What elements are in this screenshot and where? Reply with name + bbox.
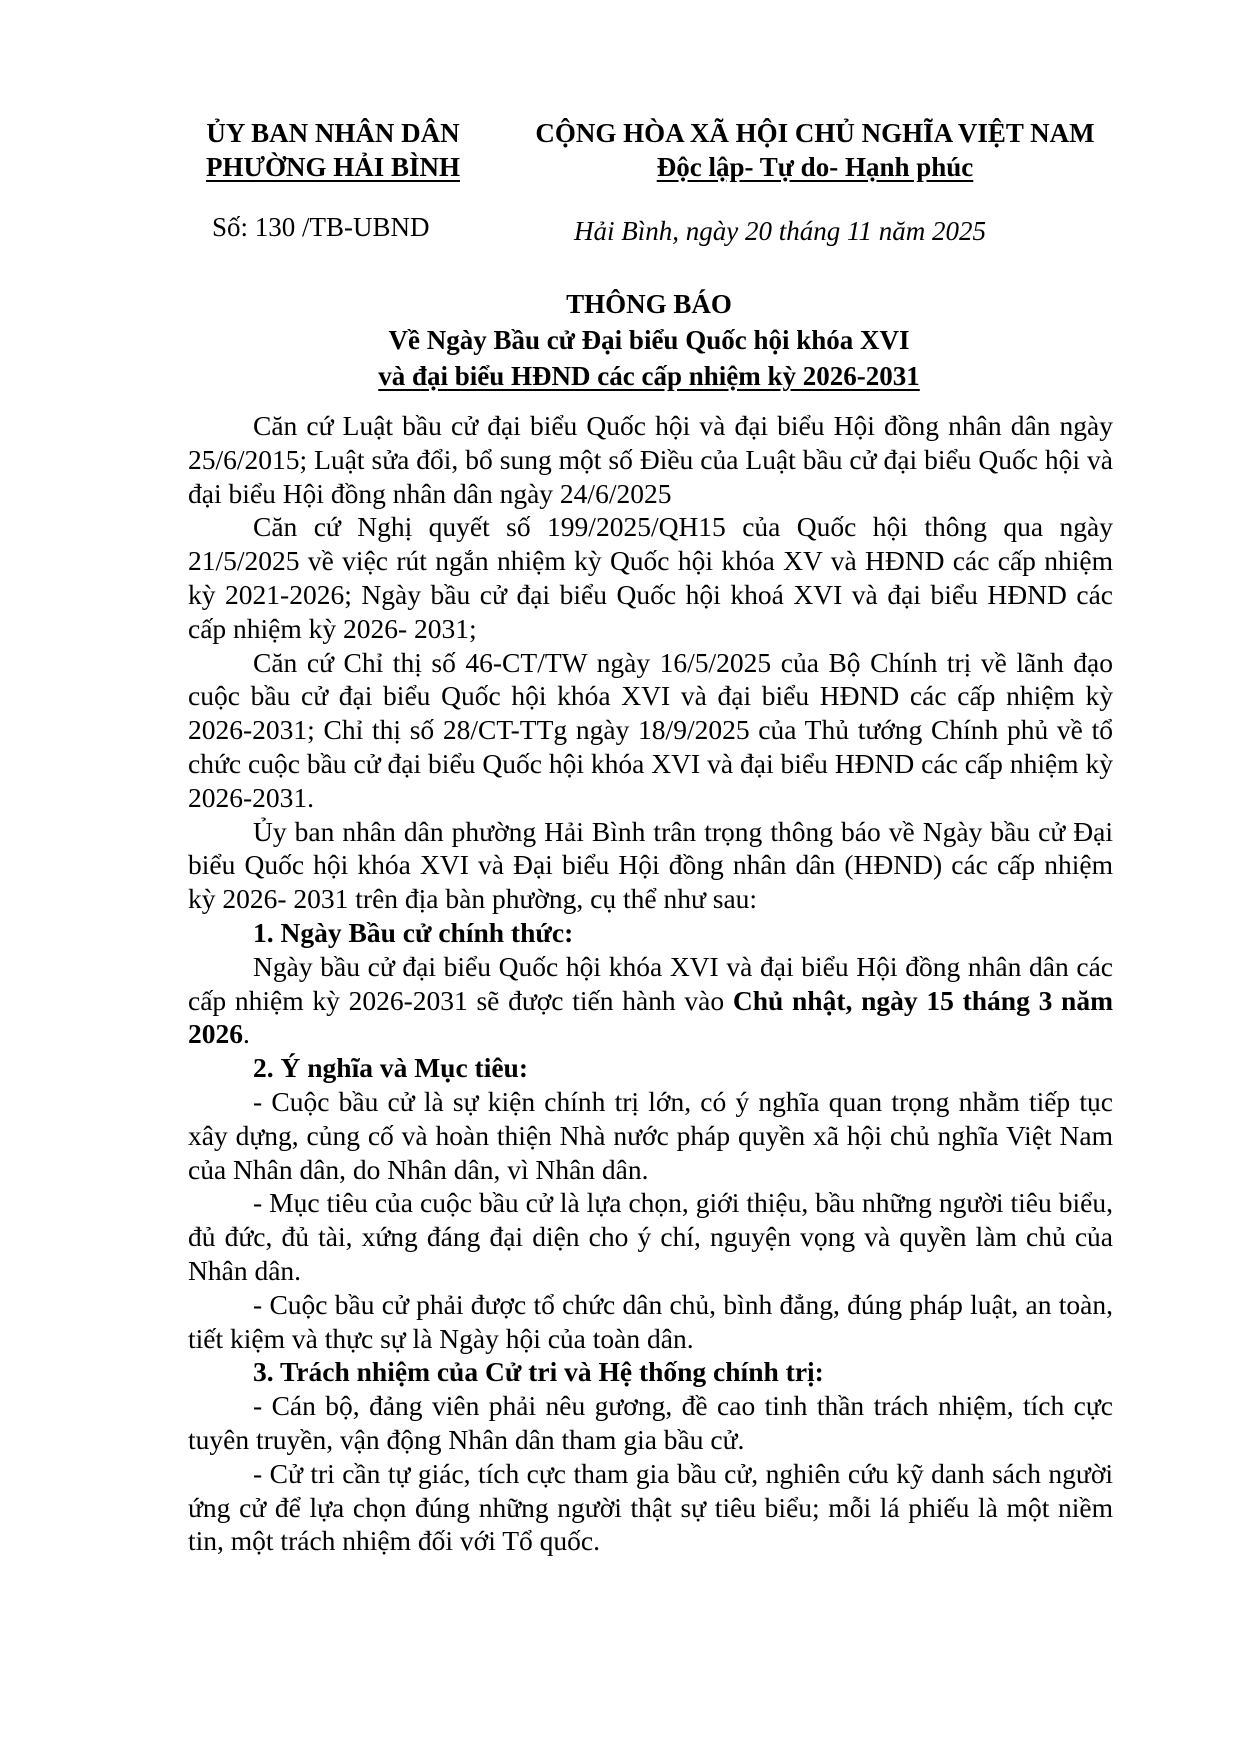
authority-line-1: ỦY BAN NHÂN DÂN — [206, 118, 460, 148]
authority-line-2: PHƯỜNG HẢI BÌNH — [205, 152, 460, 182]
section-2-item-3: - Cuộc bầu cử phải được tổ chức dân chủ, bình đẳng, đúng pháp luật, an toàn, tiết kiệm và thực sự là Ngày hội của toàn dân. — [188, 1288, 1113, 1354]
section-2-heading: 2. Ý nghĩa và Mục tiêu: — [253, 1052, 528, 1084]
election-date: Chủ nhật, ngày 15 tháng 3 năm 2026 — [188, 984, 1114, 1050]
document-title — [188, 286, 1110, 394]
section-1-lead: Ngày bầu cử đại biểu Quốc hội khóa XVI và đại biểu Hội đồng nhân dân các cấp nhiệm kỳ 2026-2031 sẽ được tiến hành vào — [188, 950, 1113, 1016]
title-subject-1: Về Ngày Bầu cử Đại biểu Quốc hội khóa XVI — [388, 325, 910, 355]
section-3-item-2: - Cử tri cần tự giác, tích cực tham gia bầu cử, nghiên cứu kỹ danh sách người ứng cử để lựa chọn đúng những người thật sự tiêu biểu; mỗi lá phiếu là một niềm tin, một trách nhiệm đối với Tổ quốc. — [188, 1457, 1113, 1557]
issuing-authority — [188, 116, 478, 184]
legal-basis-2: Căn cứ Nghị quyết số 199/2025/QH15 của Quốc hội thông qua ngày 21/5/2025 về việc rút ngắn nhiệm kỳ Quốc hội khóa XV và HĐND các cấp nhiệm kỳ 2021-2026; Ngày bầu cử đại biểu Quốc hội khoá XVI và đại biểu HĐND các cấp nhiệm kỳ 2026- 2031; — [188, 511, 1113, 644]
document-body — [188, 409, 1113, 1558]
legal-basis-3: Căn cứ Chỉ thị số 46-CT/TW ngày 16/5/2025 của Bộ Chính trị về lãnh đạo cuộc bầu cử đại biểu Quốc hội khóa XVI và đại biểu HĐND các cấp nhiệm kỳ 2026-2031; Chỉ thị số 28/CT-TTg ngày 18/9/2025 của Thủ tướng Chính phủ về tổ chức cuộc bầu cử đại biểu Quốc hội khóa XVI và đại biểu HĐND các cấp nhiệm kỳ 2026-2031. — [188, 646, 1113, 813]
section-3-heading: 3. Trách nhiệm của Cử tri và Hệ thống chính trị: — [253, 1356, 824, 1388]
place-date: Hải Bình, ngày 20 tháng 11 năm 2025 — [574, 216, 986, 246]
legal-basis-1: Căn cứ Luật bầu cử đại biểu Quốc hội và đại biểu Hội đồng nhân dân ngày 25/6/2015; Luật sửa đổi, bổ sung một số Điều của Luật bầu cử đại biểu Quốc hội và đại biểu Hội đồng nhân dân ngày 24/6/2025 — [188, 410, 1113, 509]
section-2-item-2: - Mục tiêu của cuộc bầu cử là lựa chọn, giới thiệu, bầu những người tiêu biểu, đủ đức, đủ tài, xứng đáng đại diện cho ý chí, nguyện vọng và quyền làm chủ của Nhân dân. — [188, 1187, 1113, 1286]
nation-name: CỘNG HÒA XÃ HỘI CHỦ NGHĨA VIỆT NAM — [535, 118, 1095, 148]
section-1-end: . — [243, 1018, 250, 1050]
title-subject-2: và đại biểu HĐND các cấp nhiệm kỳ 2026-2031 — [378, 361, 920, 391]
title-main: THÔNG BÁO — [566, 289, 732, 319]
section-2-item-1: - Cuộc bầu cử là sự kiện chính trị lớn, có ý nghĩa quan trọng nhằm tiếp tục xây dựng, củng cố và hoàn thiện Nhà nước pháp quyền xã hội chủ nghĩa Việt Nam của Nhân dân, do Nhân dân, vì Nhân dân. — [188, 1085, 1113, 1185]
document-number: Số: 130 /TB-UBND — [212, 212, 430, 242]
motto-line: Độc lập- Tự do- Hạnh phúc — [656, 152, 974, 182]
section-1-heading: 1. Ngày Bầu cử chính thức: — [253, 916, 574, 948]
national-motto — [515, 116, 1115, 184]
announcement-intro: Ủy ban nhân dân phường Hải Bình trân trọng thông báo về Ngày bầu cử Đại biểu Quốc hội khóa XVI và Đại biểu Hội đồng nhân dân (HĐND) các cấp nhiệm kỳ 2026- 2031 trên địa bàn phường, cụ thể như sau: — [188, 815, 1113, 915]
section-1-text — [188, 950, 1113, 1051]
section-3-item-1: - Cán bộ, đảng viên phải nêu gương, đề cao tinh thần trách nhiệm, tích cực tuyên truyền, vận động Nhân dân tham gia bầu cử. — [188, 1390, 1113, 1455]
